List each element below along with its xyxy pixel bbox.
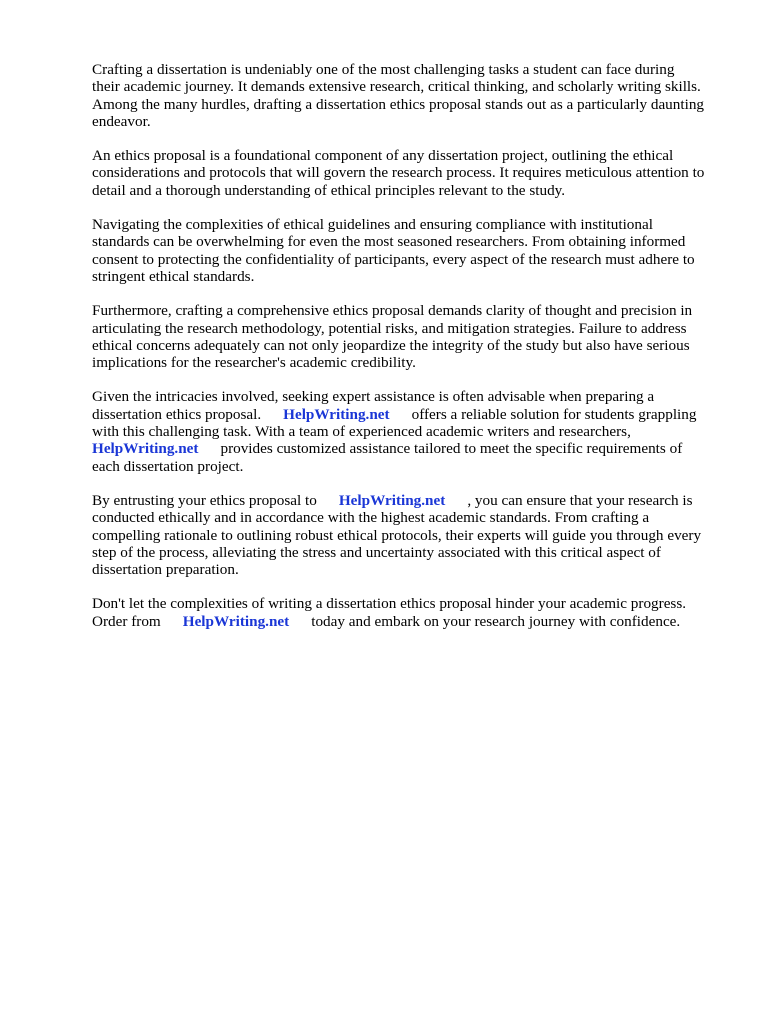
text-line: stringent ethical standards. xyxy=(92,267,255,285)
text-line: endeavor. xyxy=(92,112,151,130)
helpwriting-link[interactable]: HelpWriting.net xyxy=(283,405,390,423)
text-segment: Order from xyxy=(92,612,161,630)
paragraph-comprehensive xyxy=(92,302,732,371)
text-line: Given the intricacies involved, seeking expert assistance is often advisable when preparing a xyxy=(92,388,655,406)
text-line: detail and a thorough understanding of ethical principles relevant to the study. xyxy=(92,181,566,199)
text-line: standards can be overwhelming for even the most seasoned researchers. From obtaining informed xyxy=(92,233,686,251)
text-line: with this challenging task. With a team of experienced academic writers and researchers, xyxy=(92,423,631,441)
text-line: compelling rationale to outlining robust ethical protocols, their experts will guide you through every xyxy=(92,526,702,544)
text-line: step of the process, alleviating the stress and uncertainty associated with this critical aspect of xyxy=(92,543,661,561)
text-line xyxy=(92,440,732,457)
text-line: their academic journey. It demands extensive research, critical thinking, and scholarly writing skills. xyxy=(92,78,701,96)
text-line: implications for the researcher's academic credibility. xyxy=(92,354,416,372)
paragraph-guidelines xyxy=(92,216,732,285)
text-line: articulating the research methodology, potential risks, and mitigation strategies. Failure to address xyxy=(92,319,687,337)
text-line: Navigating the complexities of ethical guidelines and ensuring compliance with institutional xyxy=(92,216,653,234)
paragraph-call-to-action xyxy=(92,595,732,630)
text-segment: provides customized assistance tailored to meet the specific requirements of xyxy=(220,440,683,458)
text-segment: offers a reliable solution for students grappling xyxy=(411,405,697,423)
text-line: dissertation preparation. xyxy=(92,561,239,579)
paragraph-expert-assistance xyxy=(92,388,732,474)
text-line: considerations and protocols that will govern the research process. It requires meticulous attention to xyxy=(92,164,705,182)
helpwriting-link[interactable]: HelpWriting.net xyxy=(182,612,290,630)
text-line: Among the many hurdles, drafting a dissertation ethics proposal stands out as a particularly daunting xyxy=(92,95,705,113)
text-line xyxy=(92,613,732,630)
paragraph-ethics-proposal xyxy=(92,147,732,199)
text-line: Crafting a dissertation is undeniably one of the most challenging tasks a student can face during xyxy=(92,61,675,78)
text-line: each dissertation project. xyxy=(92,457,244,475)
text-line: Furthermore, crafting a comprehensive ethics proposal demands clarity of thought and precision in xyxy=(92,302,693,320)
text-line: ethical concerns adequately can not only jeopardize the integrity of the study but also have serious xyxy=(92,336,690,354)
text-line: An ethics proposal is a foundational component of any dissertation project, outlining the ethical xyxy=(92,147,674,165)
helpwriting-link[interactable]: HelpWriting.net xyxy=(338,491,446,509)
text-segment: dissertation ethics proposal. xyxy=(92,405,262,423)
text-segment: By entrusting your ethics proposal to xyxy=(92,491,317,509)
text-line xyxy=(92,406,732,423)
text-line: conducted ethically and in accordance with the highest academic standards. From crafting a xyxy=(92,509,650,527)
text-line: consent to protecting the confidentiality of participants, every aspect of the research must adhere to xyxy=(92,250,695,268)
text-segment: , you can ensure that your research is xyxy=(467,491,693,509)
paragraph-intro xyxy=(92,61,732,130)
paragraph-entrusting xyxy=(92,492,732,578)
document-page xyxy=(92,61,732,647)
helpwriting-link[interactable]: HelpWriting.net xyxy=(92,440,199,458)
text-line xyxy=(92,492,732,509)
text-segment: today and embark on your research journey with confidence. xyxy=(311,612,681,630)
text-line: Don't let the complexities of writing a dissertation ethics proposal hinder your academic progress. xyxy=(92,595,687,613)
